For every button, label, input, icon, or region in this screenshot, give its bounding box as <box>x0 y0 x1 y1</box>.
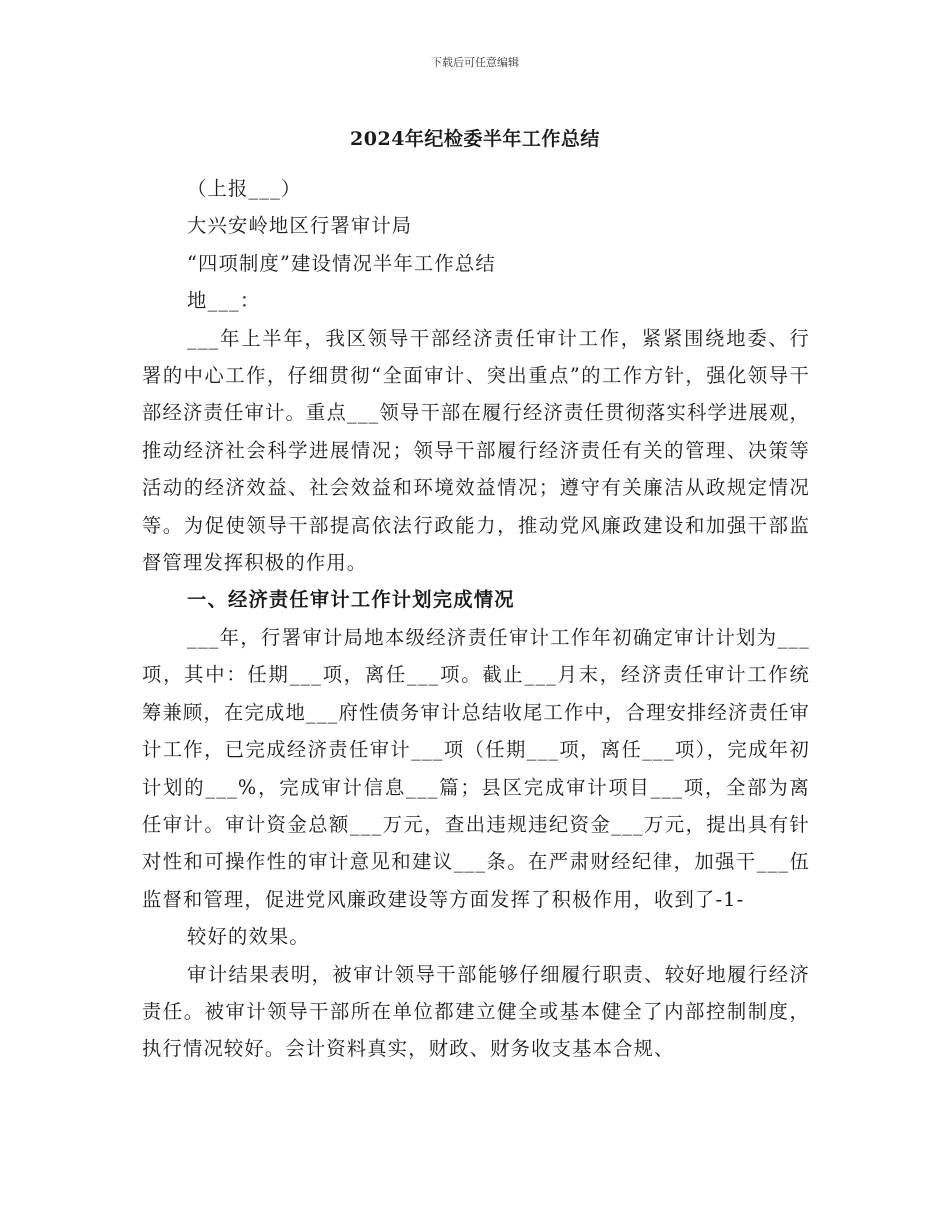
section-heading-1: 一、经济责任审计工作计划完成情况 <box>187 588 515 612</box>
agency-name: 大兴安岭地区行署审计局 <box>187 214 413 238</box>
summary-subtitle: “四项制度”建设情况半年工作总结 <box>187 251 496 275</box>
document-body <box>142 170 810 1068</box>
document-title: 2024年纪检委半年工作总结 <box>350 128 600 150</box>
results-paragraph: 审计结果表明，被审计领导干部能够仔细履行职责、较好地履行经济责任。被审计领导干部所在单位都建立健全或基本健全了内部控制制度，执行情况较好。会计资料真实，财政、财务收支基本合规、 <box>142 962 810 1061</box>
page-header-note: 下载后可任意编辑 <box>431 56 519 69</box>
section-1-paragraph: ___年，行署审计局地本级经济责任审计工作年初确定审计计划为___项，其中：任期___项，离任___项。截止___月末，经济责任审计工作统筹兼顾，在完成地___府性债务审计总结收尾工作中，合理安排经济责任审计工作，已完成经济责任审计___项（任期___项，离任___项），完成年初计划的___%，完成审计信息___篇；县区完成审计项目___项，全部为离任审计。审计资金总额___万元，查出违规违纪资金___万元，提出具有针对性和可操作性的审计意见和建议___条。在严肃财经纪律，加强干___伍监督和管理，促进党风廉政建设等方面发挥了积极作用，收到了-1- <box>142 625 810 911</box>
report-line: （上报___） <box>187 177 302 200</box>
intro-paragraph: ___年上半年，我区领导干部经济责任审计工作，紧紧围绕地委、行署的中心工作，仔细贯彻“全面审计、突出重点”的工作方针，强化领导干部经济责任审计。重点___领导干部在履行经济责任贯彻落实科学进展观，推动经济社会科学进展情况；领导干部履行经济责任有关的管理、决策等活动的经济效益、社会效益和环境效益情况；遵守有关廉洁从政规定情况等。为促使领导干部提高依法行政能力，推动党风廉政建设和加强干部监督管理发挥积极的作用。 <box>142 326 810 575</box>
continuation-paragraph: 较好的效果。 <box>187 925 310 949</box>
salutation: 地___： <box>187 289 261 313</box>
